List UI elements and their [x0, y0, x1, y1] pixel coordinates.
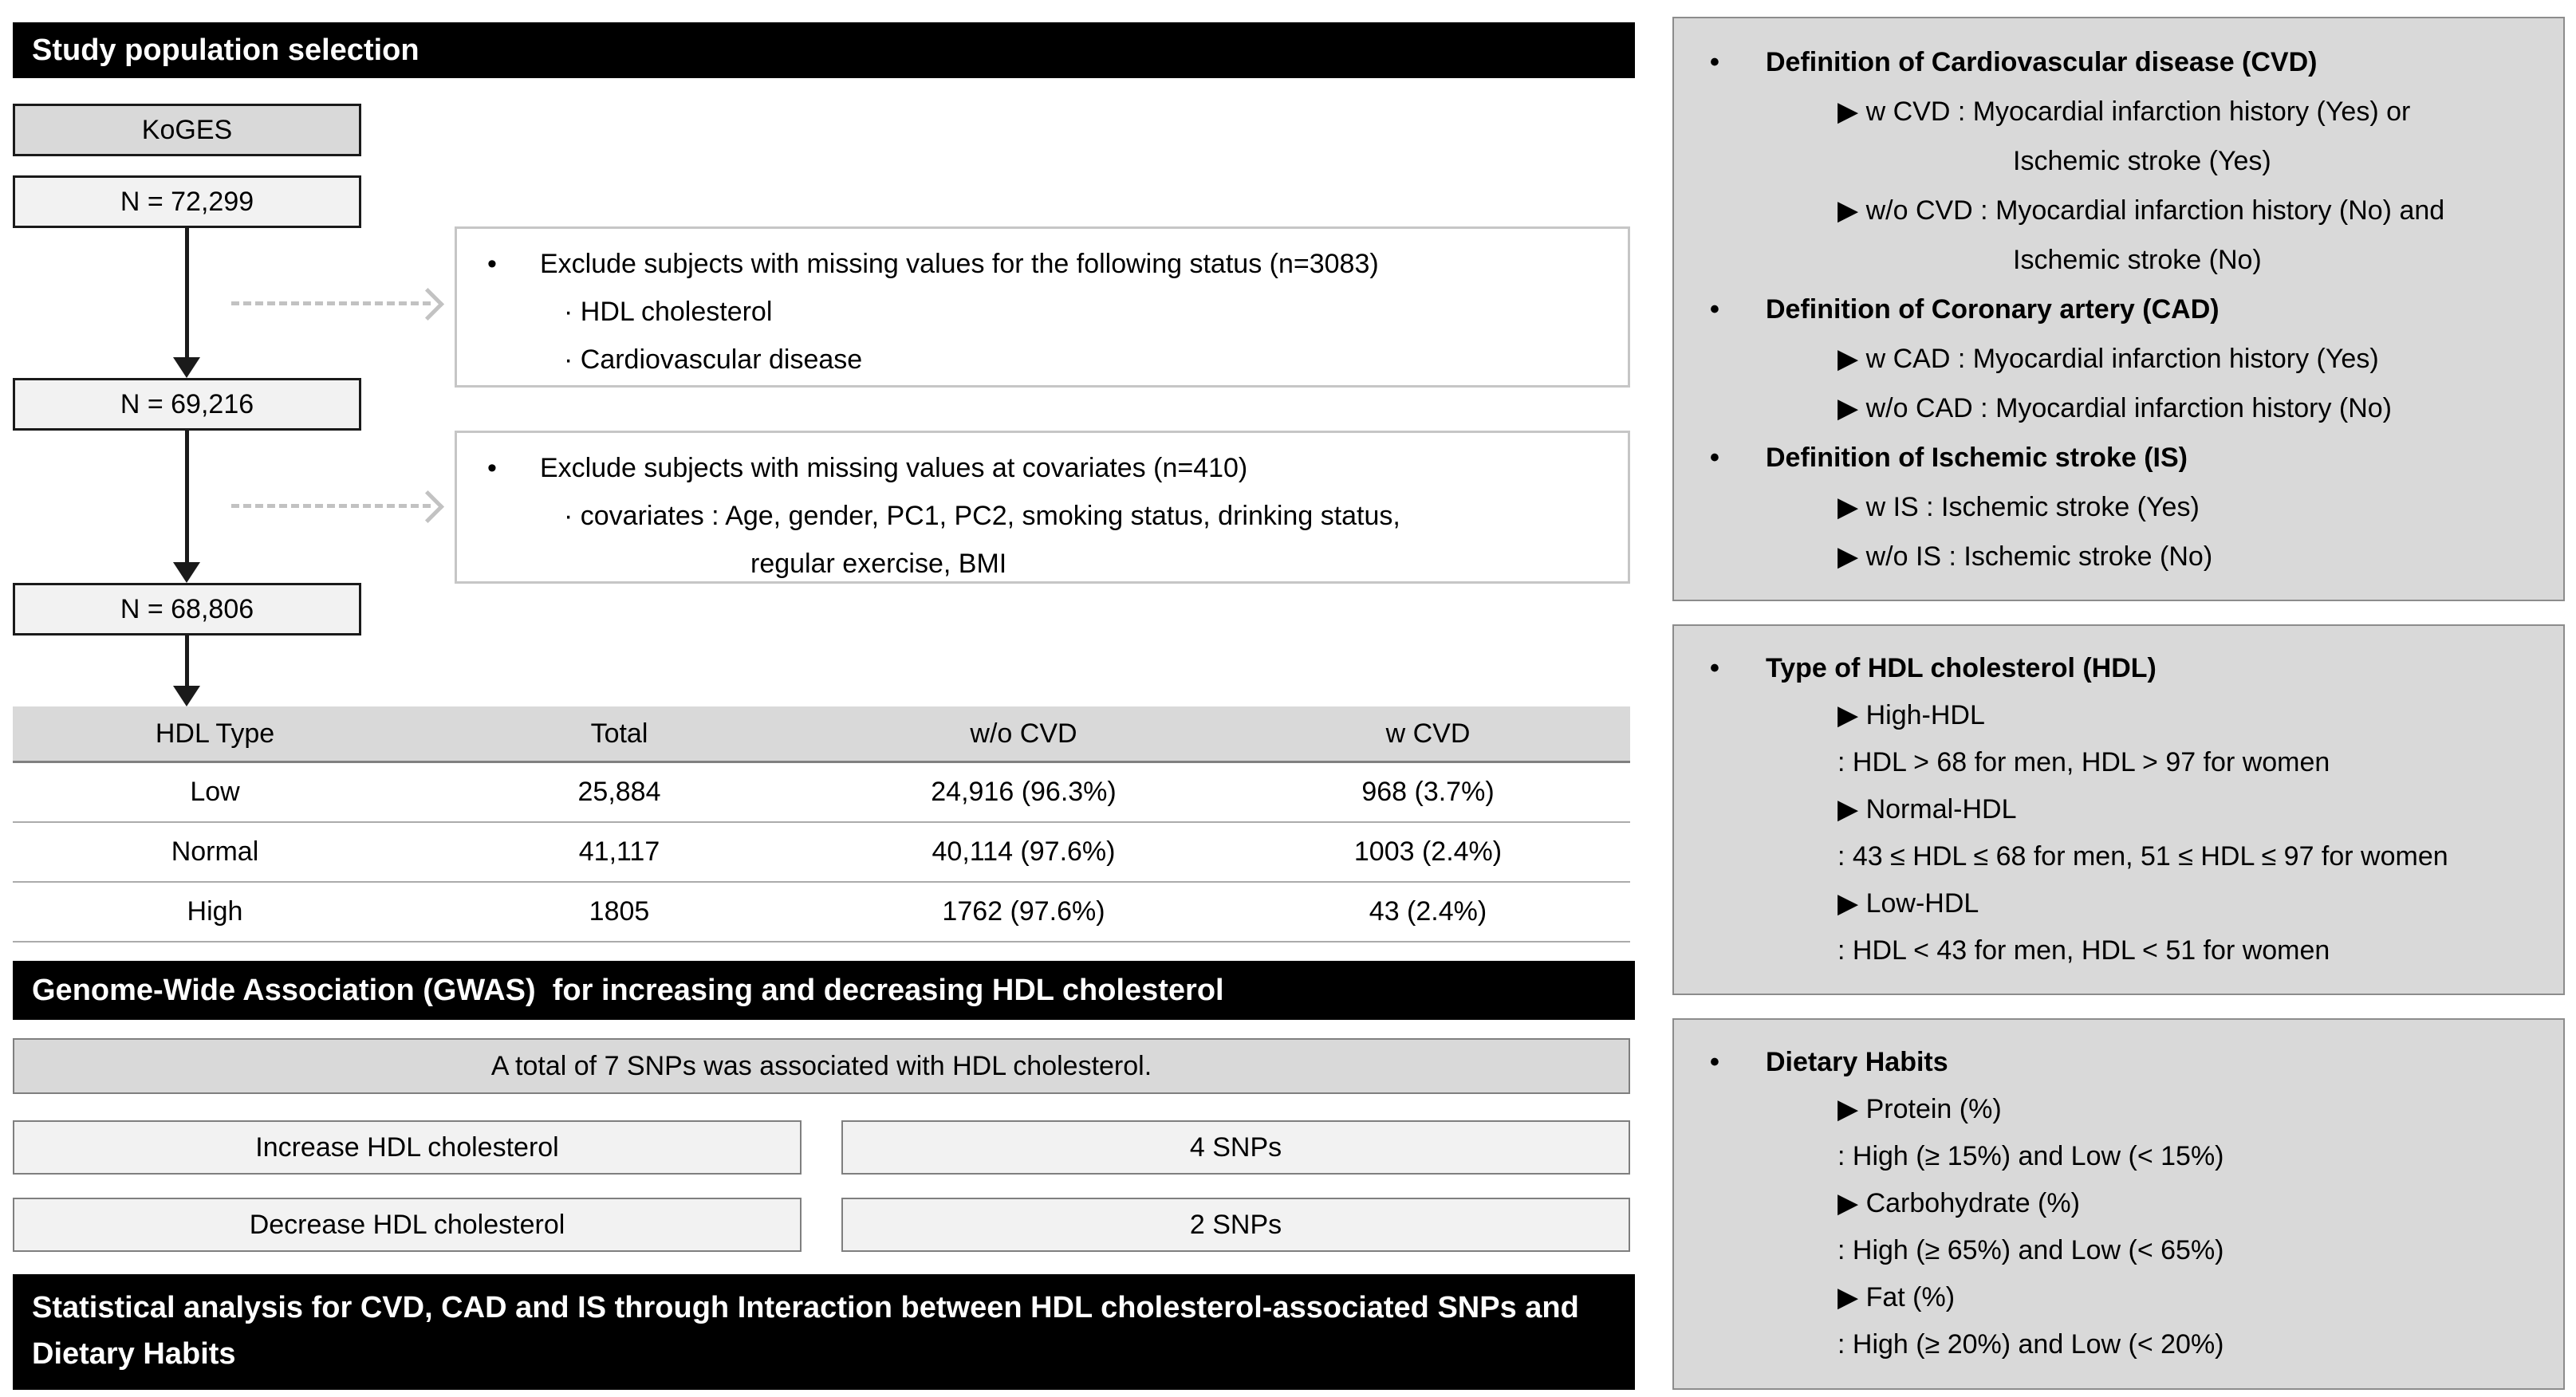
snp-increase-value: 4 SNPs [1189, 1131, 1282, 1163]
table-row [13, 882, 1630, 942]
table-cell: 968 (3.7%) [1226, 762, 1630, 823]
panel-section [1710, 285, 2541, 334]
bullet-icon: • [487, 453, 497, 483]
panel-line: ▶ Carbohydrate (%) [1837, 1188, 2080, 1218]
snp-decrease-label: Decrease HDL cholesterol [249, 1209, 565, 1240]
exclusion-main-row [487, 444, 1612, 492]
exclusion-main-text: Exclude subjects with missing values for the following status (n=3083) [540, 249, 1379, 279]
table-cell: 25,884 [417, 762, 821, 823]
section-header-text: Study population selection [32, 33, 419, 67]
panel-section [1710, 37, 2541, 87]
table-row [13, 762, 1630, 823]
dashed-arrow-1 [231, 301, 431, 305]
table-cell: High [13, 882, 417, 942]
table-header-cell: Total [417, 706, 821, 762]
down-arrow-2 [185, 431, 189, 562]
table-header-row [13, 706, 1630, 762]
panel-line: : 43 ≤ HDL ≤ 68 for men, 51 ≤ HDL ≤ 97 for women [1837, 841, 2448, 872]
exclusion-item: · covariates : Age, gender, PC1, PC2, smoking status, drinking status, [564, 501, 1400, 531]
panel-section-title: Dietary Habits [1766, 1047, 1948, 1077]
exclusion-main-row [487, 240, 1612, 288]
panel-dietary-habits [1672, 1018, 2565, 1390]
down-arrow-1 [185, 228, 189, 357]
panel-line: ▶ w IS : Ischemic stroke (Yes) [1837, 492, 2200, 522]
dashed-arrow-2 [231, 504, 431, 508]
panel-line: Ischemic stroke (Yes) [2013, 146, 2271, 176]
panel-line: ▶ Normal-HDL [1837, 794, 2017, 824]
bullet-icon: • [1710, 1047, 1719, 1077]
panel-line: ▶ w/o CVD : Myocardial infarction history (No) and [1837, 195, 2445, 226]
n-initial-label: N = 72,299 [120, 186, 254, 217]
panel-line: : High (≥ 20%) and Low (< 20%) [1837, 1329, 2224, 1360]
panel-section-title: Definition of Ischemic stroke (IS) [1766, 443, 2188, 473]
snp-increase-label: Increase HDL cholesterol [255, 1131, 559, 1163]
koges-label: KoGES [141, 114, 233, 145]
bullet-icon: • [1710, 653, 1719, 683]
n-after-covariates-box [13, 583, 361, 636]
dashed-arrow-2-head [412, 490, 444, 523]
section-header-text: Genome-Wide Association (GWAS) for increasing and decreasing HDL cholesterol [32, 973, 1224, 1007]
table-cell: 1003 (2.4%) [1226, 822, 1630, 882]
exclusion-box-covariates [455, 431, 1630, 584]
table-cell: 40,114 (97.6%) [821, 822, 1226, 882]
bullet-icon: • [487, 249, 497, 279]
table-header-cell: HDL Type [13, 706, 417, 762]
table-cell: 41,117 [417, 822, 821, 882]
table-cell: Low [13, 762, 417, 823]
panel-line: Ischemic stroke (No) [2013, 245, 2262, 275]
down-arrow-1-head [173, 357, 200, 378]
exclusion-item: regular exercise, BMI [750, 549, 1007, 579]
exclusion-box-status [455, 226, 1630, 388]
table-cell: 43 (2.4%) [1226, 882, 1630, 942]
table-header-cell: w/o CVD [821, 706, 1226, 762]
snp-summary-box [13, 1038, 1630, 1094]
panel-line: : High (≥ 15%) and Low (< 15%) [1837, 1141, 2224, 1171]
dashed-arrow-1-head [412, 288, 444, 321]
bullet-icon: • [1710, 47, 1719, 77]
snp-decrease-value-box [841, 1198, 1630, 1252]
exclusion-item: · Cardiovascular disease [564, 344, 863, 375]
panel-line: : High (≥ 65%) and Low (< 65%) [1837, 1235, 2224, 1265]
snp-decrease-value: 2 SNPs [1189, 1209, 1282, 1240]
table-cell: 1762 (97.6%) [821, 882, 1226, 942]
hdl-table [13, 706, 1630, 942]
section-header-population [13, 22, 1635, 78]
panel-section [1710, 433, 2541, 482]
panel-line: : HDL < 43 for men, HDL < 51 for women [1837, 935, 2330, 966]
panel-line: ▶ w/o IS : Ischemic stroke (No) [1837, 541, 2213, 572]
exclusion-main-text: Exclude subjects with missing values at covariates (n=410) [540, 453, 1248, 483]
koges-box [13, 104, 361, 156]
bullet-icon: • [1710, 294, 1719, 325]
table-header-cell: w CVD [1226, 706, 1630, 762]
n-initial-box [13, 175, 361, 228]
exclusion-item: · HDL cholesterol [564, 297, 773, 327]
down-arrow-3-head [173, 686, 200, 706]
n-after-status-box [13, 378, 361, 431]
section-header-statistical [13, 1274, 1635, 1390]
table-row [13, 822, 1630, 882]
panel-section [1710, 645, 2541, 692]
panel-line: ▶ w CVD : Myocardial infarction history (Yes) or [1837, 96, 2411, 127]
panel-hdl-types [1672, 624, 2565, 995]
panel-section-title: Definition of Cardiovascular disease (CVD) [1766, 47, 2318, 77]
snp-increase-label-box [13, 1120, 802, 1175]
bullet-icon: • [1710, 443, 1719, 473]
section-header-gwas [13, 961, 1635, 1020]
n-after-covariates-label: N = 68,806 [120, 593, 254, 624]
panel-line: ▶ Fat (%) [1837, 1282, 1956, 1312]
snp-increase-value-box [841, 1120, 1630, 1175]
panel-line: ▶ High-HDL [1837, 700, 1985, 730]
panel-line: ▶ Low-HDL [1837, 888, 1979, 919]
panel-section [1710, 1039, 2541, 1086]
snp-summary-text: A total of 7 SNPs was associated with HDL cholesterol. [490, 1050, 1152, 1081]
snp-decrease-label-box [13, 1198, 802, 1252]
table-cell: 24,916 (96.3%) [821, 762, 1226, 823]
panel-section-title: Definition of Coronary artery (CAD) [1766, 294, 2220, 325]
n-after-status-label: N = 69,216 [120, 388, 254, 419]
table-cell: Normal [13, 822, 417, 882]
panel-line: : HDL > 68 for men, HDL > 97 for women [1837, 747, 2330, 777]
panel-definitions [1672, 17, 2565, 601]
down-arrow-3 [185, 636, 189, 686]
panel-line: ▶ Protein (%) [1837, 1094, 2002, 1124]
table-cell: 1805 [417, 882, 821, 942]
panel-section-title: Type of HDL cholesterol (HDL) [1766, 653, 2157, 683]
section-header-text: Statistical analysis for CVD, CAD and IS through Interaction between HDL cholesterol-associated SNPs and Dietary Habits [32, 1291, 1588, 1371]
panel-line: ▶ w CAD : Myocardial infarction history (Yes) [1837, 344, 2379, 374]
panel-line: ▶ w/o CAD : Myocardial infarction history (No) [1837, 393, 2393, 423]
down-arrow-2-head [173, 562, 200, 583]
